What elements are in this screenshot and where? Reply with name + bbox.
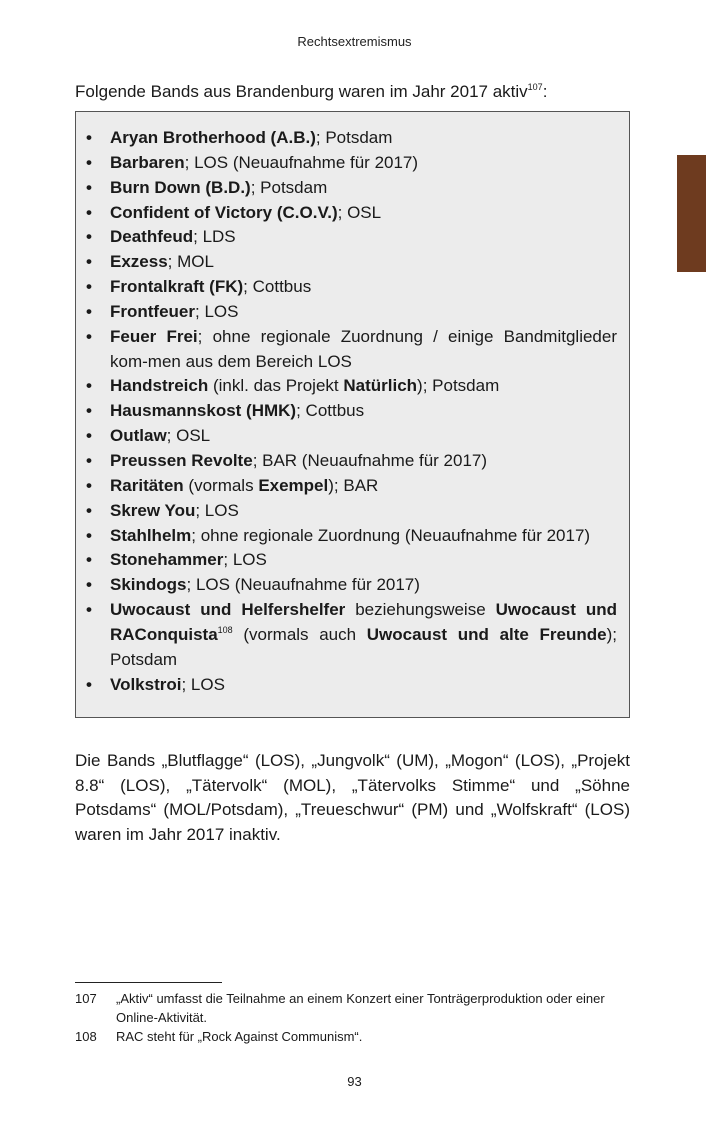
- band-detail: ; LOS: [195, 301, 239, 321]
- footnote-text: „Aktiv“ umfasst die Teilnahme an einem Konzert einer Tonträgerproduktion oder einer Online-Aktivität.: [116, 991, 605, 1025]
- band-detail: (inkl. das Projekt: [208, 376, 344, 396]
- band-detail: ; OSL: [166, 426, 211, 446]
- band-detail: ; LOS: [223, 550, 267, 570]
- band-name: Frontalkraft (FK): [110, 277, 244, 297]
- footnote: [75, 989, 635, 1027]
- band-list-item: [110, 225, 617, 250]
- running-title: Rechtsextremismus: [297, 34, 412, 49]
- band-name: Outlaw: [110, 426, 167, 446]
- band-detail: ); Potsdam: [417, 376, 500, 396]
- band-list-item: [110, 474, 617, 499]
- footnotes: [75, 989, 635, 1046]
- band-list-item: [110, 598, 617, 673]
- band-detail: ; OSL: [337, 202, 382, 222]
- band-list-item: [110, 275, 617, 300]
- band-name: Frontfeuer: [110, 301, 195, 321]
- footnote: [75, 1027, 635, 1046]
- band-list-item: [110, 126, 617, 151]
- band-detail: ; ohne regionale Zuordnung (Neuaufnahme für 2017): [191, 525, 591, 545]
- band-name: Preussen Revolte: [110, 450, 253, 470]
- band-detail: beziehungsweise: [345, 600, 496, 620]
- band-list-item: [110, 424, 617, 449]
- band-name: Raritäten: [110, 475, 184, 495]
- intro-text: Folgende Bands aus Brandenburg waren im Jahr 2017 aktiv: [75, 82, 528, 101]
- band-detail: ; LOS (Neuaufnahme für 2017): [186, 575, 420, 595]
- band-name: Volkstroi: [110, 674, 182, 694]
- band-list: [76, 112, 629, 697]
- band-name: Uwocaust und Helfershelfer: [110, 600, 346, 620]
- band-list-item: [110, 374, 617, 399]
- footnote-ref[interactable]: 108: [217, 624, 233, 635]
- footnote-number: 107: [75, 991, 97, 1006]
- band-list-item: [110, 250, 617, 275]
- band-detail: (vormals: [183, 475, 259, 495]
- band-name: Stahlhelm: [110, 525, 192, 545]
- band-name: Handstreich: [110, 376, 209, 396]
- footnote-number: 108: [75, 1029, 97, 1044]
- band-detail: (vormals auch: [232, 624, 367, 644]
- band-name: Uwocaust und RAConquista: [110, 600, 618, 644]
- footnote-text: RAC steht für „Rock Against Communism“.: [116, 1029, 363, 1044]
- band-list-item: [110, 449, 617, 474]
- band-list-item: [110, 399, 617, 424]
- band-detail: ; Potsdam: [250, 177, 328, 197]
- band-detail: ; BAR (Neuaufnahme für 2017): [252, 450, 488, 470]
- band-list-item: [110, 499, 617, 524]
- band-detail: ); BAR: [328, 475, 379, 495]
- band-detail: ; LOS: [181, 674, 225, 694]
- band-name: Skindogs: [110, 575, 187, 595]
- intro-suffix: :: [542, 82, 548, 101]
- band-detail: ; LOS: [195, 500, 239, 520]
- chapter-tab: [677, 155, 706, 272]
- band-name: Confident of Victory (C.O.V.): [110, 202, 338, 222]
- band-detail: ; Potsdam: [315, 128, 393, 147]
- band-name: Hausmannskost (HMK): [110, 401, 297, 421]
- band-name: Stonehammer: [110, 550, 224, 570]
- band-list-item: [110, 524, 617, 549]
- footnote-ref-107[interactable]: 107: [527, 82, 543, 92]
- band-detail: ); Potsdam: [110, 624, 617, 669]
- band-name: Exzess: [110, 252, 168, 272]
- band-detail: ; LDS: [193, 227, 236, 247]
- intro-sentence: [75, 80, 630, 104]
- band-list-item: [110, 573, 617, 598]
- page-number: 93: [347, 1074, 362, 1089]
- footnote-divider: [75, 982, 222, 983]
- band-name: Feuer Frei: [110, 326, 198, 346]
- band-name: Uwocaust und alte Freunde: [366, 624, 607, 644]
- band-name: Burn Down (B.D.): [110, 177, 251, 197]
- band-name: Natürlich: [343, 376, 418, 396]
- band-list-item: [110, 673, 617, 698]
- band-list-item: [110, 176, 617, 201]
- band-name: Barbaren: [110, 152, 185, 172]
- band-list-item: [110, 151, 617, 176]
- band-name: Deathfeud: [110, 227, 194, 247]
- band-detail: ; MOL: [167, 252, 214, 272]
- band-name: Skrew You: [110, 500, 196, 520]
- band-list-item: [110, 201, 617, 226]
- band-name: Exempel: [258, 475, 329, 495]
- band-detail: ; Cottbus: [296, 401, 365, 421]
- band-list-item: [110, 548, 617, 573]
- band-list-item: [110, 300, 617, 325]
- band-detail: ; Cottbus: [243, 277, 312, 297]
- band-list-box: [75, 111, 630, 718]
- band-list-item: [110, 325, 617, 375]
- band-name: Aryan Brotherhood (A.B.): [110, 128, 316, 147]
- band-detail: ; LOS (Neuaufnahme für 2017): [184, 152, 419, 172]
- inactive-bands-paragraph: Die Bands „Blutflagge“ (LOS), „Jungvolk“ (UM), „Mogon“ (LOS), „Projekt 8.8“ (LOS), „Tätervolk“ (MOL), „Tätervolks Stimme“ und „Söhne Potsdams“ (MOL/Potsdam), „Treueschwur“ (PM) und „Wolfskraft“ (LOS) waren im Jahr 2017 inaktiv.: [75, 751, 630, 844]
- band-detail: ; ohne regionale Zuordnung / einige Bandmitglieder kom-men aus dem Bereich LOS: [110, 326, 618, 371]
